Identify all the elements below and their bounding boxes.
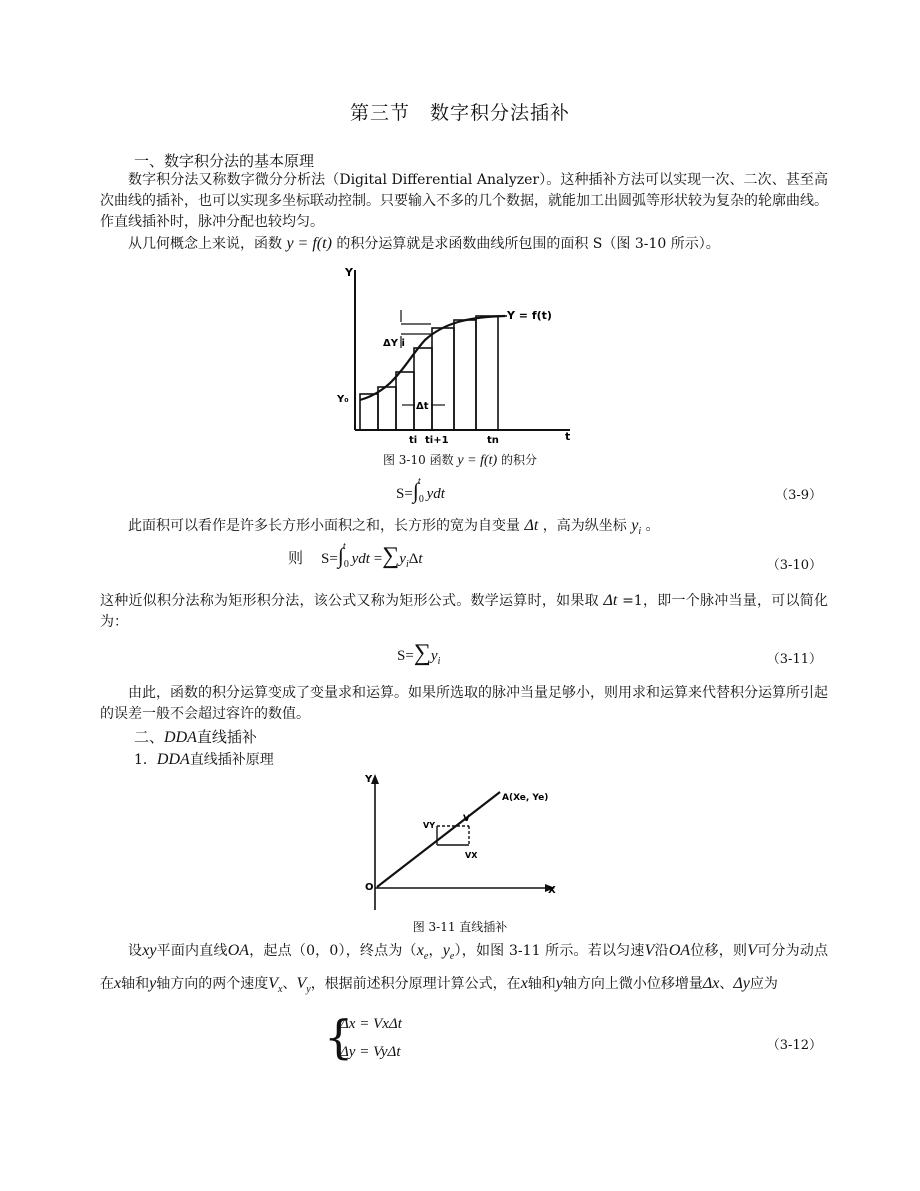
paragraph-1: 数字积分法又称数字微分分析法（Digital Differential Analyzer）。这种插补方法可以实现一次、二次、甚至高次曲线的插补，也可以实现多坐标联动控制。只要输入不多的几个数据，就能加工出圆弧等形状较为复杂的轮廓曲线。作直线插补时，脉冲分配也较均匀。 <box>100 172 828 230</box>
paragraph-2 <box>100 233 828 255</box>
paragraph-6: 设xy平面内直线OA，起点（0，0），终点为（$x_e$，$y_e$），如图 3-11 所示。若以匀速V沿OA位移，则V可分为动点在x轴和y轴方向的两个速度$V_x$、$V_y$，根据前述积分原理计算公式，在x轴和y轴方向上微小位移增量Δx、Δy应为 <box>100 942 829 996</box>
equation-3-10: 则 $S=\int_0^tydt =\sum y_i\Delta t$ <box>288 541 423 570</box>
page-title: 第三节 数字积分法插补 <box>349 102 570 124</box>
figure2-caption: 图 3-11 直线插补 <box>412 920 508 934</box>
equation-number-3-12: （3-12） <box>766 1038 822 1053</box>
y0-label: Y₀ <box>337 394 349 405</box>
equation-number-3-11: （3-11） <box>766 652 822 667</box>
figure-line-interpolation <box>355 770 565 915</box>
equation-number-3-10: （3-10） <box>766 558 822 573</box>
p2-text-b: 的积分运算就是求函数曲线所包围的面积 S（图 3-10 所示）。 <box>336 236 720 252</box>
paragraph-4: 这种近似积分法称为矩形积分法，该公式又称为矩形公式。数学运算时，如果取 Δt =1，即一个脉冲当量，可以简化为： <box>100 592 828 630</box>
equation-number-3-9: （3-9） <box>775 488 822 503</box>
brace: { <box>324 1010 354 1064</box>
tn-label: tn <box>487 435 499 446</box>
ti1-label: ti+1 <box>425 435 449 446</box>
ti-label: ti <box>409 435 418 446</box>
equation-3-11: $S=\sum y_i$ <box>397 640 441 667</box>
delta-y-label: ΔY i <box>383 338 405 349</box>
line-oa <box>377 792 500 887</box>
y-axis-label: Y <box>345 266 353 279</box>
subsection-heading: 1．DDA直线插补原理 <box>134 751 274 768</box>
v-label: V <box>463 814 470 824</box>
paragraph-3: 此面积可以看作是许多长方形小面积之和，长方形的宽为自变量 Δt ，高为纵坐标 $y_i$ 。 <box>128 517 660 538</box>
t-axis-label: t <box>565 430 571 443</box>
equation-3-9: $S=\int_0^tydt$ <box>396 476 445 505</box>
figure-integral-diagram <box>335 262 585 447</box>
section-heading-2: 二、DDA直线插补 <box>134 728 257 746</box>
vy-label: VY <box>423 821 435 830</box>
delta-t-label: Δt <box>416 401 429 412</box>
figure1-caption: 图 3-10 函数 y = f(t) 的积分 <box>382 453 538 468</box>
p2-text-a: 从几何概念上来说，函数 <box>128 236 282 252</box>
rectangles <box>360 316 498 430</box>
x-axis-label: X <box>548 885 556 896</box>
origin-label: O <box>365 882 374 893</box>
curve-label: Y = f(t) <box>507 309 552 322</box>
equation-3-12-line2: Δy = VyΔt <box>340 1044 401 1060</box>
point-a-label: A(Xe, Ye) <box>502 793 549 803</box>
paragraph-5: 由此，函数的积分运算变成了变量求和运算。如果所选取的脉冲当量足够小，则用求和运算来代替积分运算所引起的误差一般不会超过容许的数值。 <box>100 685 828 722</box>
equation-3-12-line1: Δx = VxΔt <box>340 1016 402 1032</box>
vx-label: VX <box>465 851 478 860</box>
y-axis-label: Y <box>365 774 373 785</box>
p2-math: y = f(t) <box>286 235 332 252</box>
section-heading-1: 一、数字积分法的基本原理 <box>134 152 315 170</box>
